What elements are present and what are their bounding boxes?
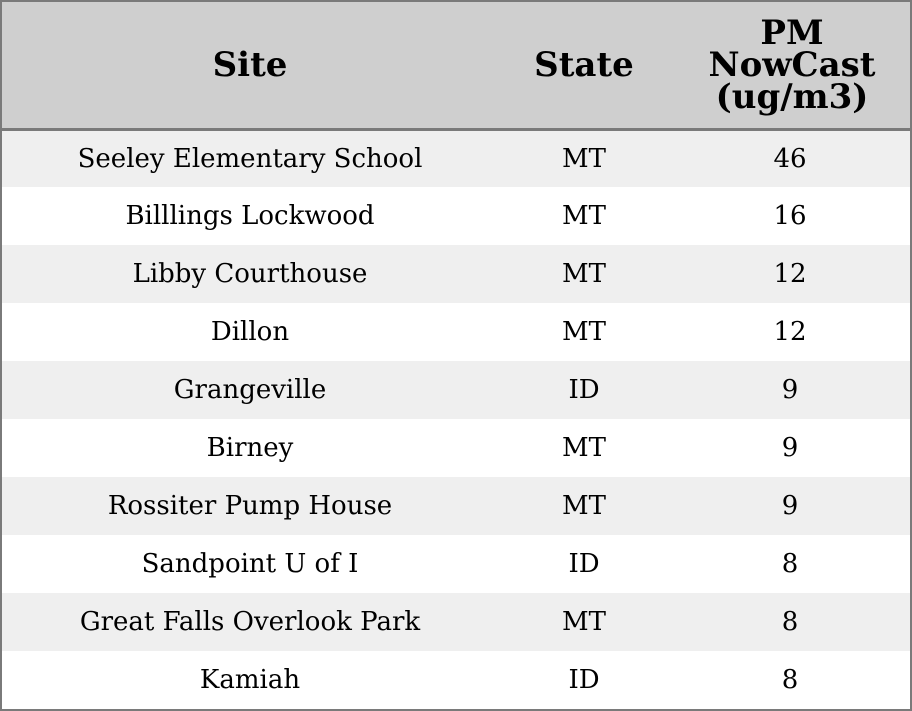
header-pm-line-1: PM (760, 12, 824, 53)
cell-state: MT (562, 259, 606, 289)
pm-nowcast-table (2, 2, 910, 709)
table-row (2, 651, 910, 709)
cell-pm-value: 12 (773, 259, 807, 289)
table-row (2, 477, 910, 535)
header-site (2, 2, 498, 129)
header-site-label: Site (212, 44, 288, 85)
table-row (2, 593, 910, 651)
cell-site: Dillon (210, 317, 290, 347)
cell-pm-value: 8 (781, 607, 799, 637)
header-pm-nowcast (670, 2, 910, 129)
cell-state: ID (568, 375, 600, 405)
cell-pm-value: 46 (773, 143, 807, 174)
cell-site: Seeley Elementary School (77, 143, 423, 174)
cell-state: MT (562, 317, 606, 347)
cell-site: Libby Courthouse (132, 259, 368, 289)
header-pm-line-2: NowCast (708, 44, 876, 85)
cell-pm-value: 9 (781, 433, 799, 463)
cell-site: Great Falls Overlook Park (79, 607, 421, 637)
header-state-label: State (534, 44, 634, 85)
cell-state: MT (562, 607, 606, 637)
cell-site: Birney (206, 433, 294, 463)
table-row (2, 535, 910, 593)
cell-site: Grangeville (173, 375, 327, 405)
header-state (498, 2, 670, 129)
table-body (2, 129, 910, 709)
table-row (2, 129, 910, 187)
cell-state: MT (562, 143, 606, 174)
cell-state: MT (562, 201, 606, 231)
table-row (2, 187, 910, 245)
cell-site: Sandpoint U of I (141, 549, 359, 579)
cell-pm-value: 16 (773, 201, 807, 231)
table-row (2, 361, 910, 419)
cell-site: Billlings Lockwood (125, 201, 375, 231)
cell-site: Kamiah (199, 665, 301, 695)
table-row (2, 245, 910, 303)
cell-pm-value: 9 (781, 375, 799, 405)
table-header (2, 2, 910, 129)
header-pm-line-3: (ug/m3) (715, 76, 869, 117)
cell-state: ID (568, 549, 600, 579)
table-row (2, 303, 910, 361)
header-row (2, 2, 910, 129)
cell-pm-value: 12 (773, 317, 807, 347)
cell-site: Rossiter Pump House (107, 491, 393, 521)
cell-pm-value: 8 (781, 665, 799, 695)
cell-pm-value: 8 (781, 549, 799, 579)
cell-state: MT (562, 491, 606, 521)
cell-state: MT (562, 433, 606, 463)
cell-state: ID (568, 665, 600, 695)
table-row (2, 419, 910, 477)
cell-pm-value: 9 (781, 491, 799, 521)
